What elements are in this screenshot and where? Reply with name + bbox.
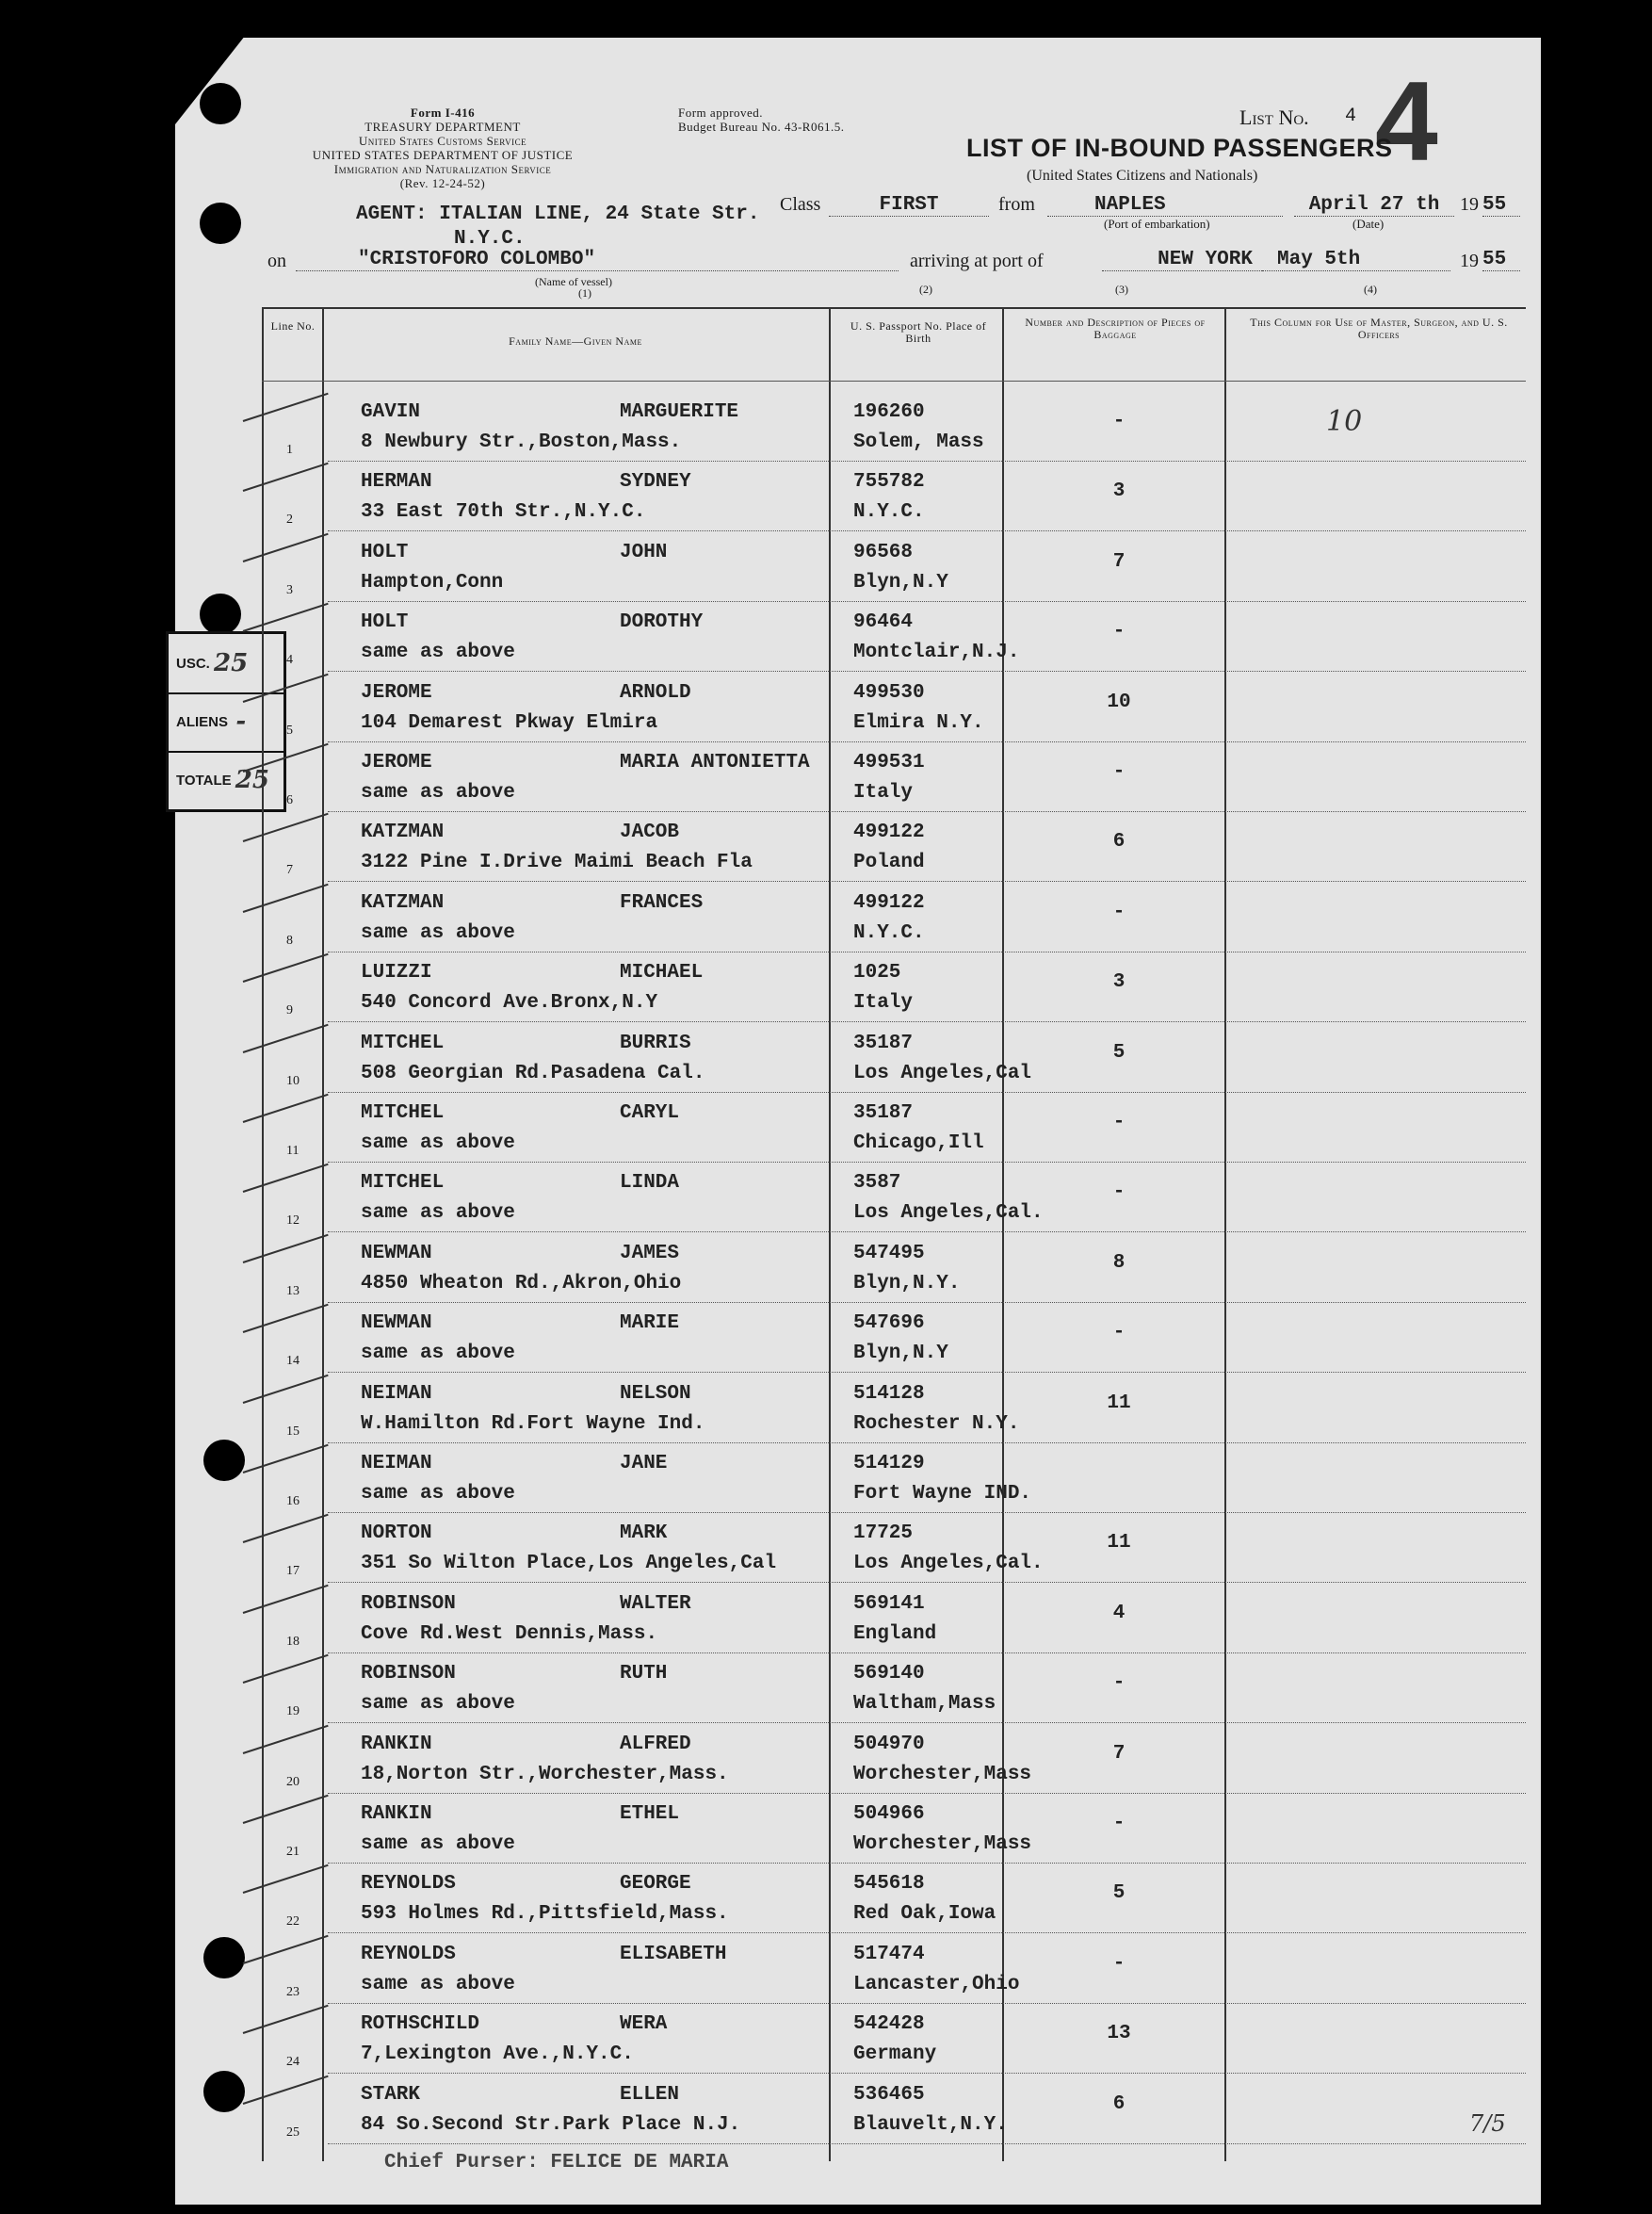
given-name: WALTER <box>620 1592 691 1615</box>
family-name: NEWMAN <box>361 1312 432 1335</box>
baggage-count: 7 <box>1112 1742 1126 1765</box>
family-name: STARK <box>361 2083 421 2106</box>
line-number: 20 <box>286 1774 300 1789</box>
passport-number: 3587 <box>853 1172 901 1195</box>
given-name: ARNOLD <box>620 681 691 704</box>
table-row <box>262 883 1526 952</box>
baggage-count: 11 <box>1107 1532 1131 1555</box>
list-number-label: List No. <box>1239 106 1309 129</box>
page-title: LIST OF IN-BOUND PASSENGERS <box>966 134 1393 162</box>
line-number: 5 <box>286 723 293 738</box>
given-name: WERA <box>620 2013 668 2036</box>
given-name: MARIE <box>620 1312 680 1335</box>
baggage-count: 5 <box>1112 1041 1126 1064</box>
place-of-birth: Los Angeles,Cal. <box>853 1553 1044 1575</box>
treasury-dept: TREASURY DEPARTMENT <box>364 120 521 134</box>
given-name: ELLEN <box>620 2083 680 2106</box>
table-row <box>262 1653 1526 1723</box>
passport-number: 514129 <box>853 1453 925 1474</box>
given-name: ETHEL <box>620 1803 680 1825</box>
baggage-count: - <box>1112 1952 1126 1975</box>
baggage-count: 7 <box>1112 550 1126 573</box>
revision-date: (Rev. 12-24-52) <box>399 176 486 190</box>
given-name: MICHAEL <box>620 962 704 985</box>
line-number: 21 <box>286 1845 300 1859</box>
place-of-birth: Los Angeles,Cal. <box>853 1202 1044 1225</box>
passport-number: 517474 <box>853 1943 925 1965</box>
address: Hampton,Conn <box>361 571 504 594</box>
punch-hole <box>200 83 241 124</box>
caption-3: (3) <box>1115 283 1128 296</box>
given-name: RUTH <box>620 1663 668 1685</box>
given-name: LINDA <box>620 1172 680 1195</box>
address: 18,Norton Str.,Worchester,Mass. <box>361 1763 729 1785</box>
col-baggage: Number and Description of Pieces of Baggage <box>1025 316 1206 341</box>
line-number: 6 <box>286 793 293 807</box>
line-number: 18 <box>286 1634 300 1649</box>
table-row <box>262 1794 1526 1864</box>
address: 508 Georgian Rd.Pasadena Cal. <box>361 1062 705 1084</box>
port-caption: (Port of embarkation) <box>1104 217 1210 231</box>
family-name: KATZMAN <box>361 891 445 914</box>
passport-number: 499530 <box>853 681 925 704</box>
given-name: JACOB <box>620 822 680 844</box>
passport-number: 536465 <box>853 2083 925 2106</box>
given-name: SYDNEY <box>620 471 691 494</box>
passport-number: 514128 <box>853 1382 925 1405</box>
baggage-count: - <box>1112 901 1126 923</box>
place-of-birth: Chicago,Ill <box>853 1132 984 1154</box>
table-row <box>262 1584 1526 1653</box>
passport-number: 499531 <box>853 752 925 773</box>
family-name: GAVIN <box>361 401 421 423</box>
punch-hole <box>203 1937 245 1978</box>
port-of-embarkation: NAPLES <box>1047 194 1283 217</box>
passport-number: 499122 <box>853 891 925 914</box>
address: 33 East 70th Str.,N.Y.C. <box>361 501 646 524</box>
class-value: FIRST <box>829 194 989 217</box>
given-name: ELISABETH <box>620 1943 727 1965</box>
col-name: Family Name—Given Name <box>509 334 642 348</box>
line-number: 11 <box>286 1144 300 1158</box>
table-row <box>262 1303 1526 1373</box>
given-name: DOROTHY <box>620 611 704 634</box>
passport-number: 547495 <box>853 1242 925 1264</box>
family-name: NORTON <box>361 1522 432 1545</box>
passport-number: 542428 <box>853 2013 925 2036</box>
baggage-count: 3 <box>1112 480 1126 503</box>
arrival-port: NEW YORK <box>1102 249 1262 271</box>
passport-number: 17725 <box>853 1522 914 1545</box>
baggage-count: - <box>1112 1813 1126 1834</box>
line-number: 1 <box>286 443 293 457</box>
table-top-rule <box>262 307 1526 309</box>
address: W.Hamilton Rd.Fort Wayne Ind. <box>361 1412 705 1435</box>
passport-number: 1025 <box>853 962 901 985</box>
family-name: HERMAN <box>361 471 432 494</box>
given-name: JAMES <box>620 1242 680 1264</box>
address: 8 Newbury Str.,Boston,Mass. <box>361 431 682 453</box>
aliens-label: ALIENS <box>176 713 229 730</box>
place-of-birth: Elmira N.Y. <box>853 711 984 734</box>
line-number: 15 <box>286 1424 300 1439</box>
customs-service: United States Customs Service <box>358 134 527 148</box>
address: same as above <box>361 1132 515 1154</box>
officer-note: 10 <box>1326 405 1363 438</box>
usc-value: 25 <box>214 649 249 677</box>
table-row <box>262 1023 1526 1093</box>
passport-number: 499122 <box>853 822 925 844</box>
baggage-count: 13 <box>1107 2023 1131 2045</box>
agent-city: N.Y.C. <box>454 228 526 250</box>
address: 104 Demarest Pkway Elmira <box>361 711 658 734</box>
place-of-birth: Italy <box>853 992 914 1015</box>
family-name: REYNOLDS <box>361 1943 456 1965</box>
caption-1: (1) <box>578 286 591 300</box>
family-name: NEIMAN <box>361 1382 432 1405</box>
vessel-caption: (Name of vessel) <box>535 275 612 288</box>
arrival-year-prefix: 19 <box>1460 251 1479 271</box>
line-number: 14 <box>286 1354 300 1369</box>
baggage-count: 5 <box>1112 1882 1126 1905</box>
baggage-count: 3 <box>1112 971 1126 994</box>
table-row <box>262 2075 1526 2144</box>
address: 593 Holmes Rd.,Pittsfield,Mass. <box>361 1903 729 1926</box>
arriving-label: arriving at port of <box>910 251 1044 271</box>
table-row <box>262 1724 1526 1794</box>
address: same as above <box>361 1202 515 1225</box>
place-of-birth: Blyn,N.Y. <box>853 1272 961 1294</box>
line-number: 2 <box>286 513 293 528</box>
place-of-birth: Worchester,Mass <box>853 1763 1032 1785</box>
baggage-count: - <box>1112 1112 1126 1133</box>
address: 84 So.Second Str.Park Place N.J. <box>361 2113 741 2136</box>
family-name: HOLT <box>361 541 409 563</box>
page-subtitle: (United States Citizens and Nationals) <box>1027 168 1258 184</box>
table-row <box>262 392 1526 462</box>
address: 7,Lexington Ave.,N.Y.C. <box>361 2043 634 2066</box>
address: 3122 Pine I.Drive Maimi Beach Fla <box>361 852 753 874</box>
place-of-birth: Montclair,N.J. <box>853 642 1020 664</box>
departure-year: 55 <box>1482 194 1520 217</box>
caption-2: (2) <box>919 283 932 296</box>
usc-label: USC. <box>176 655 210 672</box>
passport-number: 545618 <box>853 1873 925 1896</box>
family-name: RANKIN <box>361 1803 432 1825</box>
family-name: MITCHEL <box>361 1102 445 1124</box>
baggage-count: - <box>1112 1322 1126 1344</box>
address: same as above <box>361 1343 515 1365</box>
form-number: Form I-416 <box>410 106 476 120</box>
col-passport: U. S. Passport No. Place of Birth <box>850 319 987 345</box>
vessel-name: "CRISTOFORO COLOMBO" <box>296 249 899 271</box>
address: same as above <box>361 1973 515 1995</box>
baggage-count: 8 <box>1112 1251 1126 1274</box>
ins-service: Immigration and Naturalization Service <box>333 162 552 176</box>
line-number: 24 <box>286 2055 300 2070</box>
given-name: CARYL <box>620 1102 680 1124</box>
passport-number: 569141 <box>853 1592 925 1615</box>
row-rule <box>328 2143 1526 2144</box>
family-name: ROBINSON <box>361 1592 456 1615</box>
year-prefix: 19 <box>1460 194 1479 215</box>
table-row <box>262 1934 1526 2004</box>
line-number: 9 <box>286 1003 293 1018</box>
given-name: MARK <box>620 1522 668 1545</box>
address: same as above <box>361 1693 515 1716</box>
table-row <box>262 1443 1526 1513</box>
given-name: JOHN <box>620 541 668 563</box>
family-name: MITCHEL <box>361 1032 445 1054</box>
line-number: 12 <box>286 1213 300 1229</box>
table-row <box>262 1374 1526 1443</box>
given-name: NELSON <box>620 1382 691 1405</box>
passenger-table <box>262 307 1526 2161</box>
table-row <box>262 742 1526 812</box>
given-name: ALFRED <box>620 1733 691 1755</box>
family-name: KATZMAN <box>361 822 445 844</box>
given-name: FRANCES <box>620 891 704 914</box>
passport-number: 504966 <box>853 1803 925 1825</box>
place-of-birth: Blyn,N.Y <box>853 571 948 594</box>
budget-bureau: Budget Bureau No. 43-R061.5. <box>678 120 845 134</box>
line-number: 23 <box>286 1984 300 1999</box>
place-of-birth: Fort Wayne IND. <box>853 1483 1032 1505</box>
family-name: ROBINSON <box>361 1663 456 1685</box>
place-of-birth: Germany <box>853 2043 937 2066</box>
on-label: on <box>267 251 286 271</box>
total-value: 25 <box>235 766 269 794</box>
given-name: MARIA ANTONIETTA <box>620 752 810 773</box>
address: same as above <box>361 921 515 944</box>
line-number: 7 <box>286 863 293 878</box>
total-label: TOTALE <box>176 772 232 789</box>
baggage-count: - <box>1112 621 1126 643</box>
table-row <box>262 1163 1526 1232</box>
place-of-birth: Worchester,Mass <box>853 1833 1032 1855</box>
chief-purser: Chief Purser: FELICE DE MARIA <box>384 2152 729 2173</box>
caption-4: (4) <box>1364 283 1377 296</box>
address: same as above <box>361 1483 515 1505</box>
passport-number: 96464 <box>853 611 914 634</box>
line-number: 19 <box>286 1704 300 1719</box>
table-row <box>262 1093 1526 1163</box>
baggage-count: 11 <box>1107 1392 1131 1414</box>
baggage-count: - <box>1112 411 1126 432</box>
address: 540 Concord Ave.Bronx,N.Y <box>361 992 658 1015</box>
passport-number: 35187 <box>853 1102 914 1124</box>
punch-hole <box>203 2071 245 2112</box>
family-name: JEROME <box>361 681 432 704</box>
col-officers: This Column for Use of Master, Surgeon, and U. S. Officers <box>1250 316 1508 341</box>
form-header-left <box>264 106 622 190</box>
passport-number: 547696 <box>853 1312 925 1335</box>
baggage-count: 6 <box>1112 831 1126 854</box>
given-name: GEORGE <box>620 1873 691 1896</box>
place-of-birth: Blauvelt,N.Y. <box>853 2113 1008 2136</box>
baggage-count: 6 <box>1112 2092 1126 2115</box>
passport-number: 35187 <box>853 1032 914 1054</box>
table-row <box>262 602 1526 672</box>
family-name: NEIMAN <box>361 1453 432 1474</box>
place-of-birth: Waltham,Mass <box>853 1693 996 1716</box>
line-number: 10 <box>286 1073 300 1088</box>
place-of-birth: Los Angeles,Cal <box>853 1062 1032 1084</box>
table-row <box>262 2004 1526 2074</box>
form-approval <box>678 106 844 134</box>
baggage-count: 10 <box>1107 691 1131 713</box>
table-row <box>262 952 1526 1022</box>
family-name: RANKIN <box>361 1733 432 1755</box>
punch-hole <box>200 594 241 635</box>
page-note: 7/5 <box>1469 2110 1506 2137</box>
table-row <box>262 1513 1526 1583</box>
address: Cove Rd.West Dennis,Mass. <box>361 1622 658 1645</box>
table-row <box>262 1864 1526 1933</box>
place-of-birth: Poland <box>853 852 925 874</box>
departure-date: April 27 th <box>1294 194 1454 217</box>
address: same as above <box>361 642 515 664</box>
address: 351 So Wilton Place,Los Angeles,Cal <box>361 1553 777 1575</box>
given-name: MARGUERITE <box>620 401 739 423</box>
passport-number: 196260 <box>853 401 925 423</box>
line-number: 16 <box>286 1494 300 1508</box>
line-number: 13 <box>286 1283 300 1298</box>
baggage-count: - <box>1112 1181 1126 1204</box>
list-number-stamp: 4 <box>1375 58 1438 185</box>
baggage-count: 4 <box>1112 1602 1126 1624</box>
family-name: JEROME <box>361 752 432 773</box>
passport-number: 755782 <box>853 471 925 494</box>
table-row <box>262 1233 1526 1303</box>
address: same as above <box>361 1833 515 1855</box>
line-number: 22 <box>286 1914 300 1929</box>
family-name: HOLT <box>361 611 409 634</box>
class-label: Class <box>780 194 821 215</box>
arrival-year: 55 <box>1482 249 1520 271</box>
header-rule <box>262 381 1526 382</box>
place-of-birth: Rochester N.Y. <box>853 1412 1020 1435</box>
place-of-birth: Red Oak,Iowa <box>853 1903 996 1926</box>
from-label: from <box>998 194 1035 215</box>
line-number: 8 <box>286 933 293 948</box>
line-number: 25 <box>286 2124 300 2140</box>
address: same as above <box>361 782 515 804</box>
place-of-birth: Lancaster,Ohio <box>853 1973 1020 1995</box>
place-of-birth: England <box>853 1622 937 1645</box>
date-caption: (Date) <box>1352 217 1385 231</box>
place-of-birth: Italy <box>853 782 914 804</box>
given-name: BURRIS <box>620 1032 691 1054</box>
family-name: REYNOLDS <box>361 1873 456 1896</box>
table-row <box>262 462 1526 531</box>
passport-number: 569140 <box>853 1663 925 1685</box>
family-name: NEWMAN <box>361 1242 432 1264</box>
line-number: 3 <box>286 582 293 597</box>
arrival-date: May 5th <box>1262 249 1450 271</box>
passport-number: 96568 <box>853 541 914 563</box>
punch-hole <box>200 203 241 244</box>
address: 4850 Wheaton Rd.,Akron,Ohio <box>361 1272 682 1294</box>
list-number-small: 4 <box>1345 106 1357 127</box>
baggage-count: - <box>1112 1672 1126 1695</box>
table-row <box>262 532 1526 602</box>
agent-line: AGENT: ITALIAN LINE, 24 State Str. <box>356 203 760 225</box>
place-of-birth: N.Y.C. <box>853 501 925 524</box>
justice-dept: UNITED STATES DEPARTMENT OF JUSTICE <box>312 148 574 162</box>
form-approved: Form approved. <box>678 106 764 120</box>
table-row <box>262 673 1526 742</box>
line-number: 17 <box>286 1564 300 1579</box>
family-name: ROTHSCHILD <box>361 2013 480 2036</box>
place-of-birth: N.Y.C. <box>853 921 925 944</box>
place-of-birth: Blyn,N.Y <box>853 1343 948 1365</box>
place-of-birth: Solem, Mass <box>853 431 984 453</box>
aliens-value: - <box>235 708 247 736</box>
given-name: JANE <box>620 1453 668 1474</box>
punch-hole <box>203 1440 245 1481</box>
family-name: LUIZZI <box>361 962 432 985</box>
table-row <box>262 812 1526 882</box>
passport-number: 504970 <box>853 1733 925 1755</box>
col-line-no: Line No. <box>270 319 316 333</box>
family-name: MITCHEL <box>361 1172 445 1195</box>
baggage-count: - <box>1112 761 1126 783</box>
line-number: 4 <box>286 653 293 668</box>
